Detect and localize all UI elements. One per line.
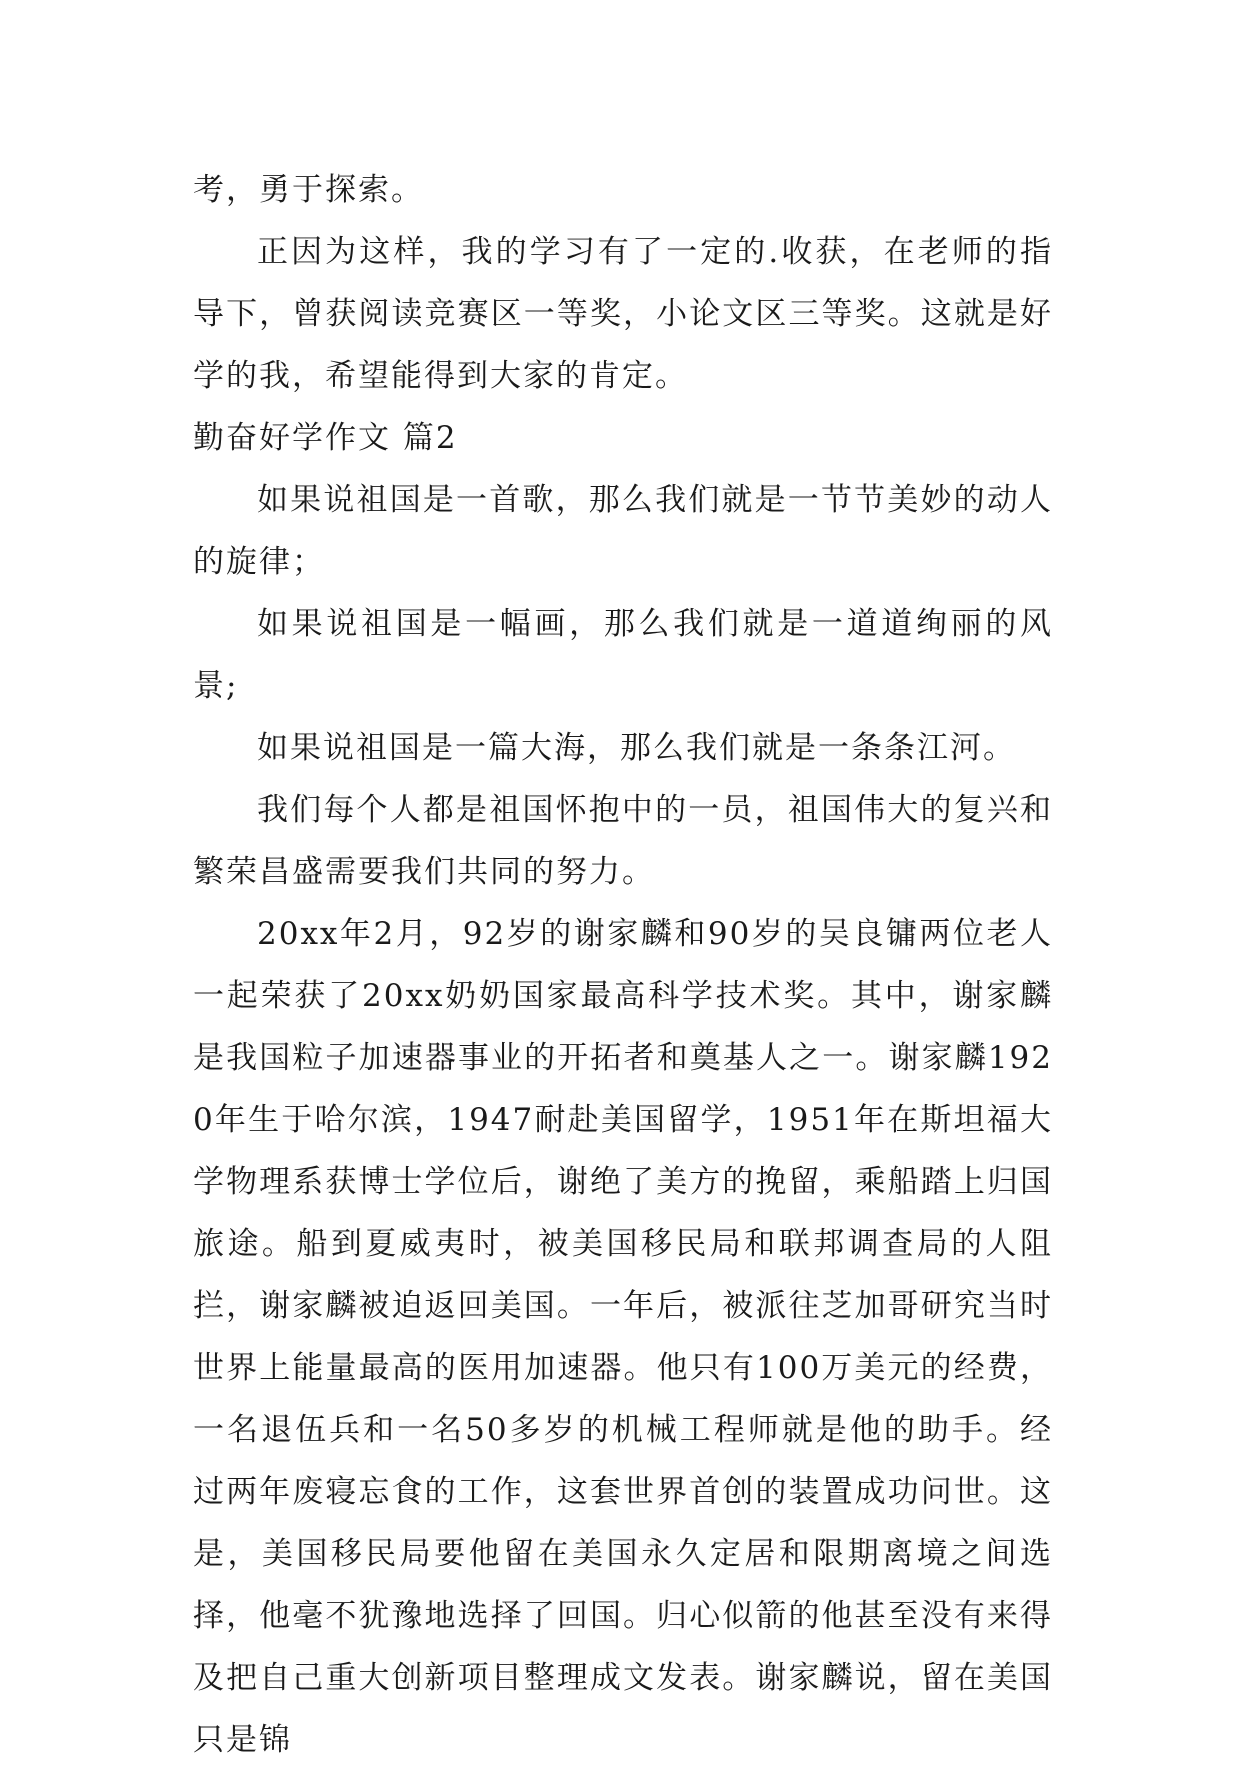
section-heading: 勤奋好学作文 篇2: [193, 420, 458, 456]
paragraph-song: 如果说祖国是一首歌，那么我们就是一节节美妙的动人的旋律；: [193, 482, 1053, 580]
paragraph-xie-jialin: 20xx年2月，92岁的谢家麟和90岁的吴良镛两位老人一起荣获了20xx奶奶国家最高科学技术奖。其中，谢家麟是我国粒子加速器事业的开拓者和奠基人之一。谢家麟1920年生于哈尔滨，1947耐赴美国留学，1951年在斯坦福大学物理系获博士学位后，谢绝了美方的挽留，乘船踏上归国旅途。船到夏威夷时，被美国移民局和联邦调查局的人阻拦，谢家麟被迫返回美国。一年后，被派往芝加哥研究当时世界上能量最高的医用加速器。他只有100万美元的经费，一名退伍兵和一名50多岁的机械工程师就是他的助手。经过两年废寝忘食的工作，这套世界首创的装置成功问世。这是，美国移民局要他留在美国永久定居和限期离境之间选择，他毫不犹豫地选择了回国。归心似箭的他甚至没有来得及把自己重大创新项目整理成文发表。谢家麟说，留在美国只是锦: [193, 916, 1053, 1758]
paragraph-continuation: 考，勇于探索。: [193, 172, 424, 208]
paragraph-everyone: 我们每个人都是祖国怀抱中的一员，祖国伟大的复兴和繁荣昌盛需要我们共同的努力。: [193, 792, 1053, 890]
paragraph-achievements: 正因为这样，我的学习有了一定的.收获，在老师的指导下，曾获阅读竞赛区一等奖，小论文区三等奖。这就是好学的我，希望能得到大家的肯定。: [193, 234, 1053, 394]
document-page: [193, 159, 1053, 1771]
paragraph-painting: 如果说祖国是一幅画，那么我们就是一道道绚丽的风景;: [193, 606, 1053, 704]
paragraph-sea: 如果说祖国是一篇大海，那么我们就是一条条江河。: [257, 730, 1016, 766]
